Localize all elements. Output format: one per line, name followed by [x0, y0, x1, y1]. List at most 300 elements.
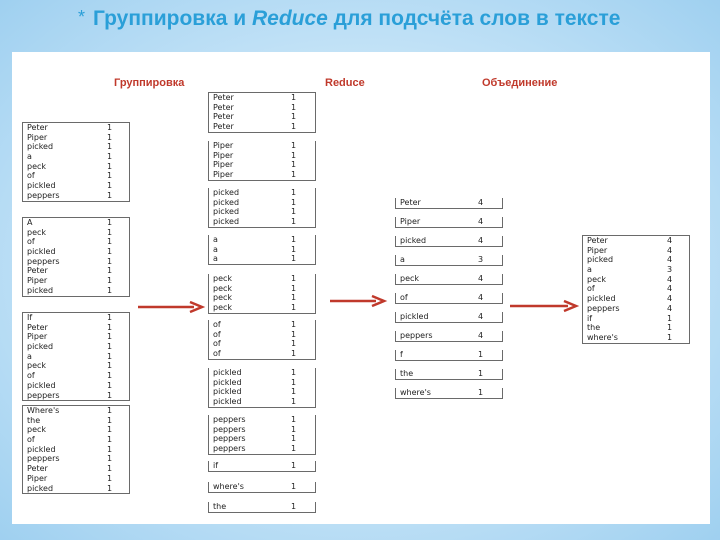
input-row	[23, 142, 129, 152]
count-value: 1	[291, 160, 297, 170]
count-value: 1	[291, 424, 297, 434]
grouped-row	[209, 502, 315, 512]
count-value: 1	[291, 349, 297, 359]
grouped-row	[209, 320, 315, 330]
count-value: 1	[291, 254, 297, 264]
word-label: picked	[27, 285, 54, 295]
count-value: 3	[478, 255, 484, 264]
word-label: of	[587, 284, 595, 294]
word-label: Piper	[587, 245, 608, 255]
word-label: of	[213, 339, 221, 349]
grouped-row	[209, 207, 315, 217]
word-label: pickled	[27, 181, 56, 191]
word-label: peppers	[27, 256, 60, 266]
count-value: 1	[667, 332, 673, 342]
word-label: a	[27, 351, 32, 361]
input-row	[23, 171, 129, 181]
word-label: a	[27, 152, 32, 162]
word-label: peck	[587, 274, 607, 284]
input-row	[23, 425, 129, 435]
count-value: 1	[107, 380, 113, 390]
input-block	[22, 312, 130, 401]
count-value: 1	[107, 464, 113, 474]
word-label: peppers	[400, 331, 433, 340]
grouped-block	[208, 141, 316, 181]
word-label: a	[587, 265, 592, 275]
header-merge: Объединение	[482, 77, 558, 89]
count-value: 1	[107, 161, 113, 171]
grouped-row	[209, 93, 315, 103]
grouped-row	[209, 444, 315, 454]
reduced-block	[395, 293, 503, 304]
count-value: 1	[107, 473, 113, 483]
count-value: 3	[667, 265, 673, 275]
count-value: 1	[291, 461, 297, 470]
word-label: Piper	[400, 217, 421, 226]
count-value: 1	[291, 217, 297, 227]
word-label: f	[400, 350, 403, 359]
count-value: 1	[291, 197, 297, 207]
word-label: Where's	[27, 406, 60, 415]
word-label: peppers	[213, 444, 246, 454]
word-label: picked	[213, 188, 240, 197]
count-value: 1	[291, 235, 297, 244]
word-label: Piper	[213, 170, 234, 180]
count-value: 4	[667, 255, 673, 265]
grouped-row	[209, 141, 315, 151]
header-grouping: Группировка	[114, 77, 185, 89]
input-row	[23, 228, 129, 238]
count-value: 4	[478, 331, 484, 340]
input-row	[23, 152, 129, 162]
word-label: peck	[213, 274, 233, 283]
count-value: 1	[107, 276, 113, 286]
word-label: pickled	[587, 294, 616, 304]
word-label: Piper	[27, 276, 48, 286]
arrow-to-merge	[508, 299, 580, 313]
input-row	[23, 361, 129, 371]
word-label: of	[400, 293, 408, 302]
count-value: 1	[107, 435, 113, 445]
grouped-row	[209, 235, 315, 245]
count-value: 1	[107, 444, 113, 454]
input-row	[23, 454, 129, 464]
input-row	[23, 191, 129, 201]
word-label: where's	[587, 332, 618, 342]
grouped-block	[208, 188, 316, 228]
word-label: of	[27, 371, 35, 381]
count-value: 1	[291, 397, 297, 407]
word-label: pickled	[213, 387, 242, 397]
input-row	[23, 313, 129, 323]
count-value: 1	[107, 371, 113, 381]
count-value: 1	[107, 190, 113, 200]
word-label: peppers	[213, 434, 246, 444]
word-label: peck	[213, 293, 233, 303]
title-bullet: *	[78, 7, 86, 27]
count-value: 1	[291, 188, 297, 197]
reduced-row	[396, 388, 502, 398]
word-label: Peter	[213, 102, 234, 112]
word-label: Piper	[213, 141, 234, 150]
word-label: a	[213, 235, 218, 244]
reduced-row	[396, 312, 502, 322]
word-label: of	[27, 171, 35, 181]
input-row	[23, 162, 129, 172]
count-value: 1	[291, 502, 297, 511]
input-row	[23, 381, 129, 391]
count-value: 1	[107, 322, 113, 332]
word-label: peppers	[27, 390, 60, 400]
reduced-row	[396, 217, 502, 227]
count-value: 1	[107, 454, 113, 464]
word-label: a	[213, 244, 218, 254]
count-value: 1	[291, 444, 297, 454]
grouped-row	[209, 103, 315, 113]
input-row	[23, 247, 129, 257]
count-value: 1	[291, 293, 297, 303]
merged-row	[583, 333, 689, 343]
word-label: picked	[27, 483, 54, 493]
input-row	[23, 484, 129, 494]
reduced-block	[395, 198, 503, 209]
input-row	[23, 286, 129, 296]
input-row	[23, 323, 129, 333]
count-value: 1	[107, 332, 113, 342]
word-label: Peter	[213, 93, 234, 102]
grouped-row	[209, 330, 315, 340]
count-value: 1	[291, 434, 297, 444]
count-value: 4	[478, 236, 484, 245]
word-label: A	[27, 218, 33, 227]
word-label: peppers	[587, 303, 620, 313]
reduced-row	[396, 293, 502, 303]
merged-row	[583, 304, 689, 314]
count-value: 1	[291, 141, 297, 150]
count-value: 1	[291, 377, 297, 387]
grouped-block	[208, 461, 316, 472]
count-value: 4	[667, 245, 673, 255]
count-value: 4	[478, 312, 484, 321]
count-value: 1	[107, 342, 113, 352]
word-label: picked	[27, 342, 54, 352]
input-row	[23, 218, 129, 228]
count-value: 1	[107, 285, 113, 295]
word-label: the	[587, 323, 601, 333]
word-label: peppers	[27, 454, 60, 464]
count-value: 4	[478, 293, 484, 302]
input-block	[22, 122, 130, 202]
merged-row	[583, 265, 689, 275]
word-label: Peter	[27, 123, 48, 132]
grouped-row	[209, 339, 315, 349]
input-row	[23, 416, 129, 426]
word-label: if	[587, 313, 593, 323]
input-row	[23, 332, 129, 342]
count-value: 1	[107, 247, 113, 257]
word-label: picked	[213, 207, 240, 217]
count-value: 1	[478, 350, 484, 359]
merged-row	[583, 284, 689, 294]
diagram-panel	[12, 52, 710, 524]
grouped-row	[209, 284, 315, 294]
grouped-row	[209, 425, 315, 435]
word-label: Piper	[27, 473, 48, 483]
merged-row	[583, 275, 689, 285]
count-value: 1	[291, 387, 297, 397]
count-value: 1	[291, 482, 297, 491]
word-label: Piper	[213, 160, 234, 170]
grouped-row	[209, 122, 315, 132]
word-label: peppers	[213, 424, 246, 434]
grouped-block	[208, 482, 316, 493]
count-value: 1	[107, 227, 113, 237]
grouped-block	[208, 368, 316, 408]
grouped-row	[209, 368, 315, 378]
grouped-row	[209, 303, 315, 313]
count-value: 1	[107, 483, 113, 493]
reduced-block	[395, 274, 503, 285]
count-value: 4	[478, 198, 484, 207]
word-label: pickled	[213, 397, 242, 407]
count-value: 1	[291, 93, 297, 102]
grouped-row	[209, 434, 315, 444]
word-label: Peter	[27, 322, 48, 332]
word-label: of	[27, 435, 35, 445]
grouped-row	[209, 151, 315, 161]
arrow-to-reduce	[328, 294, 388, 308]
count-value: 1	[107, 181, 113, 191]
word-label: peck	[27, 161, 47, 171]
count-value: 1	[107, 132, 113, 142]
count-value: 4	[667, 284, 673, 294]
count-value: 4	[478, 217, 484, 226]
count-value: 1	[291, 170, 297, 180]
merged-row	[583, 246, 689, 256]
input-row	[23, 464, 129, 474]
count-value: 1	[107, 142, 113, 152]
count-value: 1	[107, 361, 113, 371]
count-value: 1	[107, 406, 113, 415]
grouped-row	[209, 482, 315, 492]
reduced-block	[395, 236, 503, 247]
word-label: peppers	[213, 415, 246, 424]
reduced-row	[396, 350, 502, 360]
grouped-row	[209, 245, 315, 255]
reduced-row	[396, 369, 502, 379]
word-label: of	[213, 320, 221, 329]
word-label: of	[213, 329, 221, 339]
grouped-row	[209, 415, 315, 425]
count-value: 1	[291, 368, 297, 377]
reduced-block	[395, 369, 503, 380]
reduced-block	[395, 331, 503, 342]
word-label: peck	[400, 274, 420, 283]
word-label: If	[27, 313, 33, 322]
reduced-block	[395, 255, 503, 266]
count-value: 4	[667, 236, 673, 245]
title-text-reduce: Reduce	[251, 7, 328, 30]
count-value: 1	[107, 390, 113, 400]
count-value: 1	[291, 339, 297, 349]
word-label: the	[27, 415, 41, 425]
count-value: 1	[107, 351, 113, 361]
word-label: pickled	[213, 377, 242, 387]
word-label: picked	[400, 236, 427, 245]
grouped-block	[208, 274, 316, 314]
count-value: 4	[667, 274, 673, 284]
reduced-block	[395, 350, 503, 361]
grouped-row	[209, 461, 315, 471]
reduced-row	[396, 236, 502, 246]
input-row	[23, 276, 129, 286]
input-row	[23, 445, 129, 455]
word-label: where's	[213, 482, 244, 491]
reduced-row	[396, 198, 502, 208]
count-value: 1	[291, 244, 297, 254]
reduced-row	[396, 274, 502, 284]
grouped-block	[208, 92, 316, 133]
count-value: 1	[107, 425, 113, 435]
grouped-row	[209, 293, 315, 303]
count-value: 1	[291, 320, 297, 329]
count-value: 4	[667, 303, 673, 313]
word-label: peck	[213, 283, 233, 293]
input-row	[23, 474, 129, 484]
word-label: a	[213, 254, 218, 264]
count-value: 1	[291, 329, 297, 339]
word-label: pickled	[27, 444, 56, 454]
input-row	[23, 133, 129, 143]
count-value: 1	[291, 274, 297, 283]
word-label: peck	[27, 227, 47, 237]
grouped-row	[209, 397, 315, 407]
count-value: 1	[667, 323, 673, 333]
grouped-row	[209, 378, 315, 388]
reduced-block	[395, 312, 503, 323]
word-label: Peter	[27, 464, 48, 474]
input-row	[23, 266, 129, 276]
input-row	[23, 391, 129, 401]
grouped-block	[208, 415, 316, 455]
word-label: pickled	[400, 312, 429, 321]
input-row	[23, 371, 129, 381]
count-value: 1	[291, 415, 297, 424]
grouped-row	[209, 274, 315, 284]
word-label: Peter	[213, 112, 234, 122]
word-label: Peter	[587, 236, 608, 245]
grouped-block	[208, 502, 316, 513]
count-value: 1	[107, 123, 113, 132]
slide-title	[78, 7, 718, 31]
input-block	[22, 405, 130, 494]
word-label: Peter	[213, 122, 234, 132]
reduced-row	[396, 255, 502, 265]
word-label: picked	[27, 142, 54, 152]
count-value: 1	[107, 256, 113, 266]
word-label: picked	[213, 197, 240, 207]
count-value: 1	[291, 150, 297, 160]
header-reduce: Reduce	[325, 77, 365, 89]
word-label: the	[400, 369, 414, 378]
word-label: pickled	[213, 368, 242, 377]
word-label: of	[27, 237, 35, 247]
input-row	[23, 352, 129, 362]
grouped-row	[209, 188, 315, 198]
input-row	[23, 181, 129, 191]
count-value: 1	[107, 152, 113, 162]
merged-row	[583, 323, 689, 333]
title-text-part2: для подсчёта слов в тексте	[327, 7, 621, 30]
word-label: if	[213, 461, 219, 470]
reduced-row	[396, 331, 502, 341]
count-value: 1	[107, 218, 113, 227]
word-label: Piper	[213, 150, 234, 160]
grouped-row	[209, 217, 315, 227]
grouped-row	[209, 160, 315, 170]
count-value: 1	[291, 303, 297, 313]
reduced-block	[395, 217, 503, 228]
count-value: 1	[291, 112, 297, 122]
input-row	[23, 123, 129, 133]
count-value: 1	[667, 313, 673, 323]
merged-row	[583, 314, 689, 324]
count-value: 1	[291, 102, 297, 112]
title-text-part1: Группировка и	[93, 7, 252, 30]
grouped-row	[209, 387, 315, 397]
word-label: Piper	[27, 132, 48, 142]
count-value: 1	[291, 122, 297, 132]
reduced-block	[395, 388, 503, 399]
input-row	[23, 342, 129, 352]
input-block	[22, 217, 130, 297]
count-value: 1	[107, 266, 113, 276]
word-label: Peter	[400, 198, 421, 207]
word-label: picked	[213, 217, 240, 227]
grouped-block	[208, 320, 316, 360]
merged-block	[582, 235, 690, 344]
word-label: where's	[400, 388, 431, 397]
count-value: 1	[478, 388, 484, 397]
merged-row	[583, 294, 689, 304]
word-label: Piper	[27, 332, 48, 342]
word-label: of	[213, 349, 221, 359]
grouped-row	[209, 170, 315, 180]
count-value: 1	[478, 369, 484, 378]
word-label: picked	[587, 255, 614, 265]
count-value: 1	[107, 415, 113, 425]
arrow-to-grouping	[136, 300, 206, 314]
count-value: 1	[107, 313, 113, 322]
count-value: 4	[667, 294, 673, 304]
word-label: peck	[213, 303, 233, 313]
merged-row	[583, 236, 689, 246]
count-value: 4	[478, 274, 484, 283]
grouped-row	[209, 349, 315, 359]
count-value: 1	[107, 171, 113, 181]
input-row	[23, 406, 129, 416]
word-label: peck	[27, 425, 47, 435]
grouped-row	[209, 254, 315, 264]
word-label: Peter	[27, 266, 48, 276]
input-row	[23, 435, 129, 445]
grouped-row	[209, 112, 315, 122]
count-value: 1	[291, 207, 297, 217]
count-value: 1	[291, 283, 297, 293]
word-label: a	[400, 255, 405, 264]
merged-row	[583, 255, 689, 265]
input-row	[23, 237, 129, 247]
